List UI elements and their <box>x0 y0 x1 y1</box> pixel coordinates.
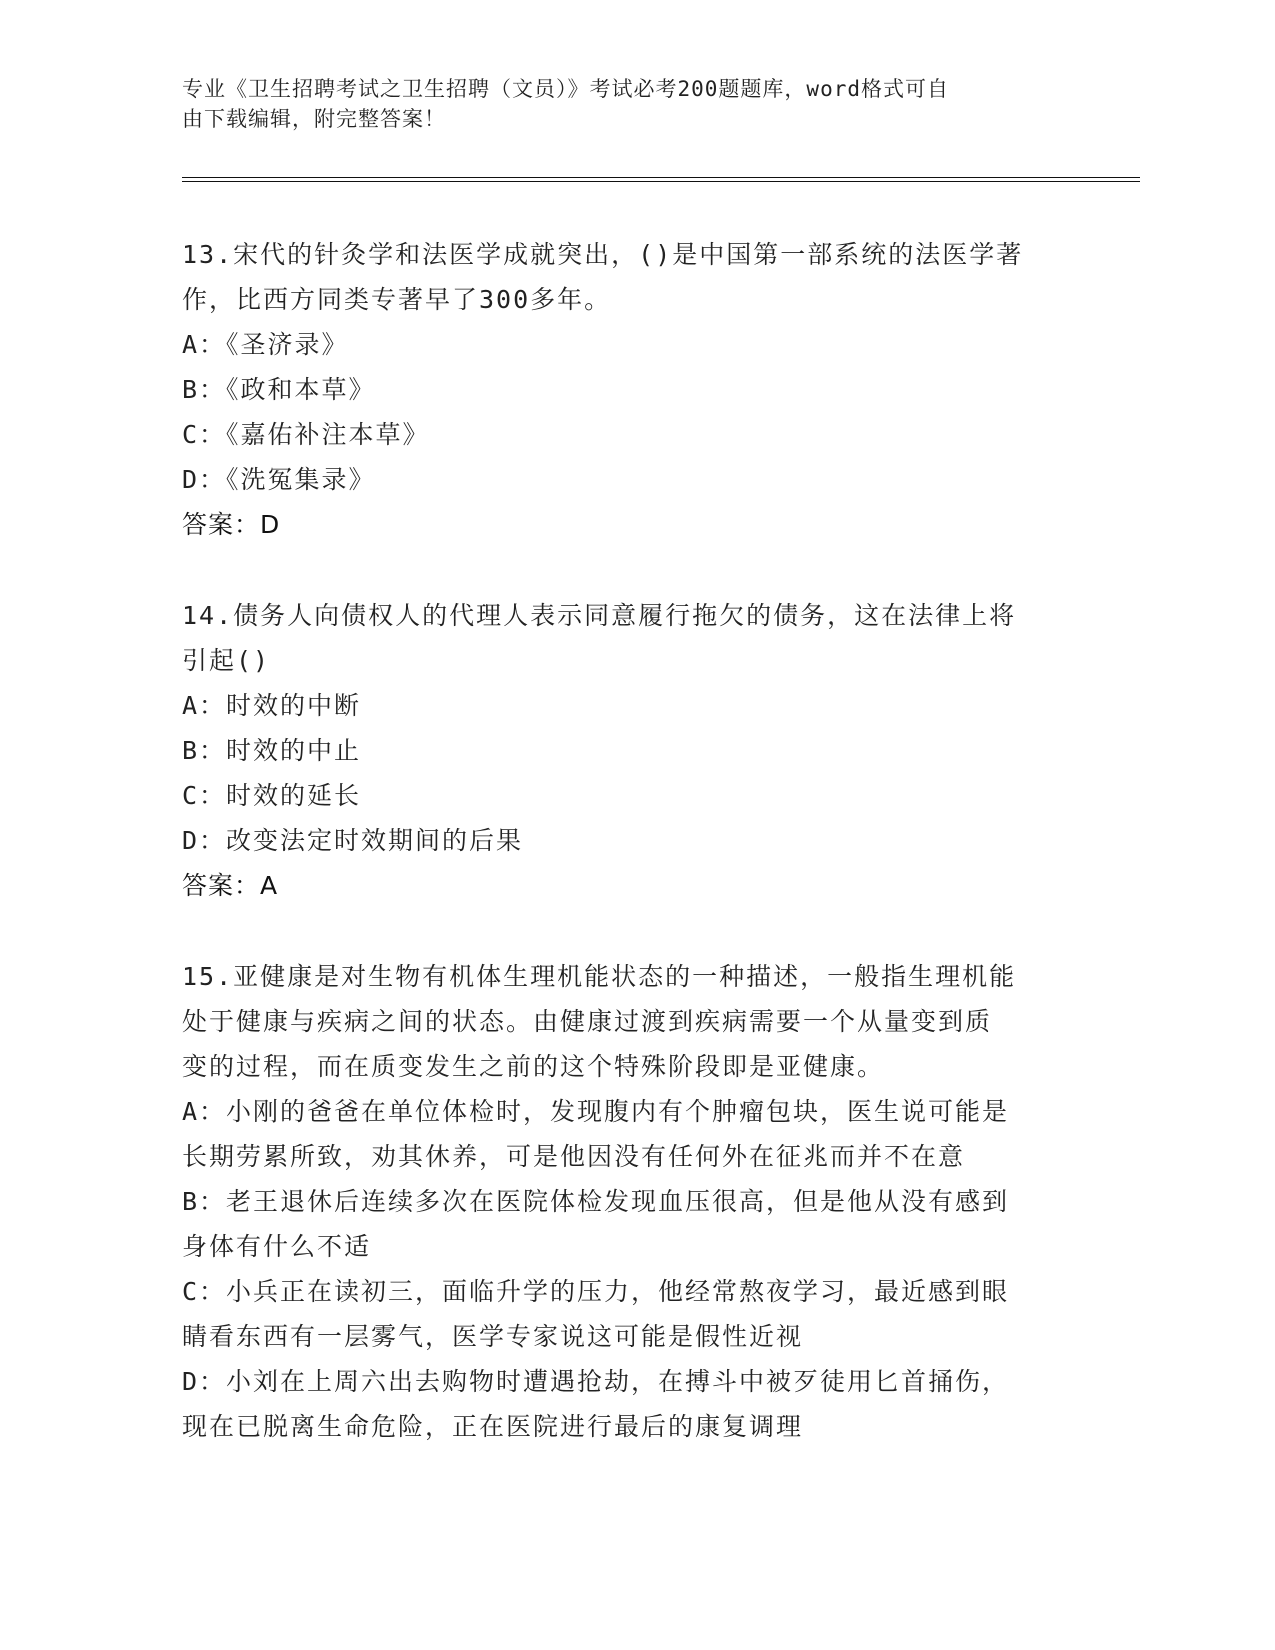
option-d: D：小刘在上周六出去购物时遭遇抢劫，在搏斗中被歹徒用匕首捅伤， <box>182 1367 1010 1396</box>
answer-label: 答案：A <box>182 871 279 900</box>
header-divider-top <box>182 177 1140 178</box>
option-a: A：《圣济录》 <box>182 330 349 359</box>
question-stem-line: 引起() <box>182 646 271 675</box>
option-d-continued: 现在已脱离生命危险，正在医院进行最后的康复调理 <box>182 1412 804 1441</box>
option-c: C：《嘉佑补注本草》 <box>182 420 430 449</box>
question-stem-line: 14.债务人向债权人的代理人表示同意履行拖欠的债务，这在法律上将 <box>182 601 1017 630</box>
question-stem-line: 13.宋代的针灸学和法医学成就突出，()是中国第一部系统的法医学著 <box>182 240 1024 269</box>
document-header <box>182 74 1062 134</box>
option-c-continued: 睛看东西有一层雾气，医学专家说这可能是假性近视 <box>182 1322 804 1351</box>
header-line: 专业《卫生招聘考试之卫生招聘（文员）》考试必考200题题库，word格式可自 <box>182 77 949 101</box>
option-b-continued: 身体有什么不适 <box>182 1232 372 1261</box>
option-c: C：小兵正在读初三，面临升学的压力，他经常熬夜学习，最近感到眼 <box>182 1277 1010 1306</box>
option-b: B：老王退休后连续多次在医院体检发现血压很高，但是他从没有感到 <box>182 1187 1010 1216</box>
option-a: A：小刚的爸爸在单位体检时，发现腹内有个肿瘤包块，医生说可能是 <box>182 1097 1010 1126</box>
question-stem-line: 作，比西方同类专著早了300多年。 <box>182 285 612 314</box>
question-13 <box>182 232 1062 547</box>
option-d: D：《洗冤集录》 <box>182 465 376 494</box>
option-a-continued: 长期劳累所致，劝其休养，可是他因没有任何外在征兆而并不在意 <box>182 1142 966 1171</box>
option-c: C：时效的延长 <box>182 781 362 810</box>
option-a: A：时效的中断 <box>182 691 362 720</box>
answer-label: 答案：D <box>182 510 281 539</box>
question-14 <box>182 593 1062 908</box>
question-stem-line: 15.亚健康是对生物有机体生理机能状态的一种描述，一般指生理机能 <box>182 962 1017 991</box>
option-b: B：《政和本草》 <box>182 375 376 404</box>
question-15 <box>182 954 1062 1449</box>
question-stem-line: 处于健康与疾病之间的状态。由健康过渡到疾病需要一个从量变到质 <box>182 1007 993 1036</box>
header-divider-bottom <box>182 181 1140 182</box>
option-d: D：改变法定时效期间的后果 <box>182 826 524 855</box>
option-b: B：时效的中止 <box>182 736 362 765</box>
header-line: 由下载编辑，附完整答案！ <box>182 107 446 131</box>
question-stem-line: 变的过程，而在质变发生之前的这个特殊阶段即是亚健康。 <box>182 1052 885 1081</box>
